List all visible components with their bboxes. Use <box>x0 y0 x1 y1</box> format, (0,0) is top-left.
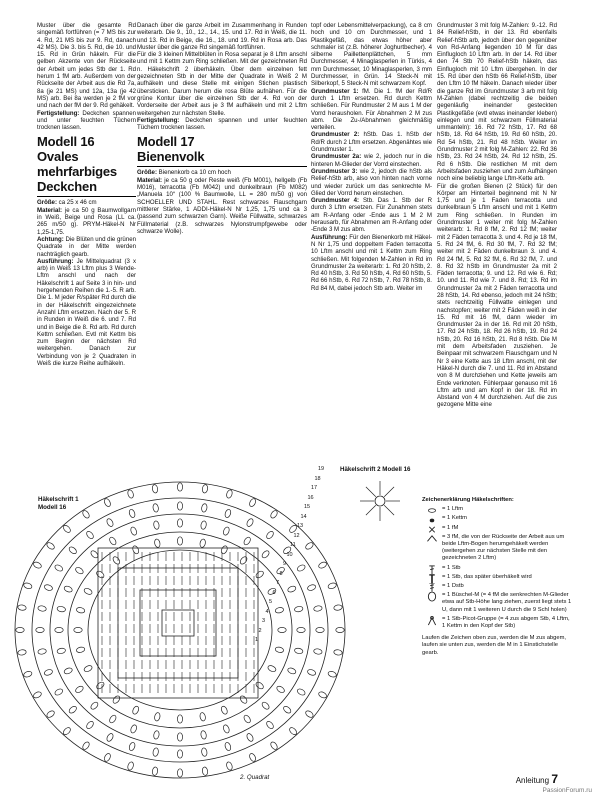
model-16-heading <box>37 134 136 197</box>
cluster-stitch-mark <box>201 748 208 757</box>
legend-item-text: = 1 Kettm <box>442 515 467 522</box>
page-number: 7 <box>551 772 558 786</box>
row-number: 13 <box>297 523 304 529</box>
legend-row <box>422 574 572 581</box>
legend-items <box>422 506 572 630</box>
cluster-stitch-mark <box>313 605 322 612</box>
cluster-stitch-mark <box>132 545 140 555</box>
legend-title: Zeichenerklärung Häkelschriften: <box>422 497 514 503</box>
cluster-stitch-mark <box>282 705 292 714</box>
cluster-stitch-mark <box>287 667 297 675</box>
cluster-stitch-mark <box>226 761 234 771</box>
cluster-stitch-mark <box>63 667 73 675</box>
cluster-stitch-mark <box>81 509 90 519</box>
cluster-stitch-mark <box>16 627 24 632</box>
row-number: 11 <box>290 542 296 548</box>
stitch-symbol-icon <box>424 616 440 626</box>
cluster-stitch-mark <box>103 752 111 762</box>
cluster-stitch-mark <box>275 646 284 653</box>
watermark: PassionForum.ru <box>542 787 592 794</box>
fertig-text-2: Deckchen spannen und unter feuchten Tüchern trocknen lassen. <box>137 116 307 132</box>
hs2-label: Häkelschrift 2 Modell 16 <box>340 466 411 473</box>
crochet-chart-2 <box>355 476 405 526</box>
cluster-stitch-mark <box>226 489 234 499</box>
legend-item-text: = 1 Stb-Picot-Gruppe (= 4 zus abgem Stb, 4 Lftm, 1 Kettm in den Kopf der Stb) <box>442 615 570 630</box>
size-label: Größe: <box>37 199 57 207</box>
cluster-stitch-mark <box>153 520 160 529</box>
cluster-stitch-mark <box>38 605 47 612</box>
cluster-stitch-mark <box>177 502 182 510</box>
ausf-label: Ausführung: <box>37 257 74 265</box>
cluster-stitch-mark <box>336 627 344 632</box>
legend-item-text: = 3 fM, die von der Rückseite der Arbeit aus um beide Lftm-Bogen herumgehäkelt werden (weitergehen zur nächsten Stelle mit den gezeichneten 2 Lftm) <box>442 533 565 562</box>
row-number: 4 <box>265 608 269 615</box>
cluster-stitch-mark <box>152 484 158 493</box>
cluster-stitch-mark <box>316 627 324 632</box>
material-label-2: Material: <box>137 176 163 184</box>
cluster-stitch-mark <box>152 767 158 776</box>
row-number: 5 <box>269 599 273 605</box>
cluster-stitch-mark <box>243 536 252 546</box>
cluster-stitch-mark <box>32 691 42 699</box>
cluster-stitch-mark <box>276 685 286 694</box>
cluster-stitch-mark <box>287 585 297 593</box>
cluster-stitch-mark <box>199 712 206 721</box>
cluster-stitch-mark <box>177 715 182 723</box>
row-number: 12 <box>293 532 300 539</box>
flower-petal-mark <box>384 505 394 515</box>
cluster-stitch-mark <box>74 685 84 694</box>
flower-petal-mark <box>366 487 376 497</box>
cluster-stitch-mark <box>54 688 64 697</box>
g3-label: Grundmuster 3: <box>311 167 358 175</box>
row-number: 3 <box>262 618 266 624</box>
cluster-stitch-mark <box>333 604 342 610</box>
cluster-stitch-mark <box>74 566 84 575</box>
g2-label: Grundmuster 2: <box>311 131 360 139</box>
cluster-stitch-mark <box>106 732 115 742</box>
model-17-heading <box>137 134 307 167</box>
cluster-stitch-mark <box>177 750 182 758</box>
hs1-title <box>38 496 79 511</box>
cluster-stitch-mark <box>57 648 66 655</box>
legend-item-text: = 1 Büschel-M (= 4 fM die senkrechten M-Glieder etwa auf Stb-Höhe lang ziehen, zuerst liegt stets 1 U, dann mit 1 weiteren U durch die 9 Schl holen) <box>442 592 572 613</box>
model-16-subtitle: Ovales mehrfarbiges Deckchen <box>37 149 117 195</box>
cluster-stitch-mark <box>74 627 82 632</box>
cluster-stitch-mark <box>200 730 207 739</box>
cluster-stitch-mark <box>318 691 328 699</box>
g3-text: wie 2, jedoch die hStb als Relief-hStb arb, also von hinten nach vorne und wieder zurück um das senkrechte M-Glied der Vorrd herum einstechen. <box>311 167 432 197</box>
quadrat-label: 2. Quadrat <box>240 774 270 781</box>
col2-intro: Danach über die ganze Arbeit im Zusammenhang in Runden weiterarb. Die 9., 10., 12., 14., 15. und 17. Rd in Weiß, die 11. und 13. Rd in Beige, die 16., 18. und 19. Rd in Rosa arb. Das Muster über die ganze Rd singemäß fortführen. <box>137 22 307 51</box>
cluster-stitch-mark <box>177 519 182 527</box>
legend-row <box>422 525 572 532</box>
legend-item-text: = 1 Stb <box>442 564 461 571</box>
cluster-stitch-mark <box>17 604 26 610</box>
column-4 <box>437 22 557 409</box>
cluster-stitch-mark <box>108 714 117 724</box>
row-number: 14 <box>300 513 307 520</box>
footer-label: Anleitung <box>515 776 550 785</box>
cluster-stitch-mark <box>152 748 159 757</box>
g1-label: Grundmuster 1: <box>311 87 359 95</box>
cluster-stitch-mark <box>222 526 230 536</box>
cluster-stitch-mark <box>201 503 208 512</box>
legend-row <box>422 565 572 572</box>
cluster-stitch-mark <box>81 741 90 751</box>
cluster-stitch-mark <box>318 561 328 569</box>
cluster-stitch-mark <box>224 509 232 519</box>
flower-petal-mark <box>366 505 376 515</box>
cluster-stitch-mark <box>153 730 160 739</box>
col3-text: topf oder Lebensmittelverpackung), ca 8 cm hoch und 10 cm Durchmesser, und 1 Plastikgefäß, das etwas höher aber schmaler ist (z.B. höherer Joghurtbecher). 4 silberne Paillettenplättchen, 5 mm Durchmesser, 4 Minaglasperlen in Türkis, 4 mm Durchmesser, 10 Minaglasperlen, 3 mm Durchmesser, in Grün. 14 Steck-N mit Silberkopf, 5 Steck-N mit schwarzem Kopf. <box>311 22 432 88</box>
legend-item-text: = 1 Stb, das später überhäkelt wird <box>442 573 532 580</box>
cluster-stitch-mark <box>128 742 136 752</box>
cluster-stitch-mark <box>261 701 271 711</box>
fertig-label-2: Fertigstellung: <box>137 116 180 124</box>
g4-text: Stb. Das 1. Stb der R durch 3 Lftm ersetzen. Für Zunahmen stets am R-Anfang oder -Ende aus 1 M 2 M herausarb, für Abnahmen am R-Anfang oder -Ende 3 M zus abm. <box>311 197 432 234</box>
legend-item-text: = 1 Lftm <box>442 506 464 513</box>
cluster-stitch-mark <box>68 546 78 555</box>
legend-item-text: = 1 fM <box>442 524 459 531</box>
column-3 <box>311 22 432 292</box>
cluster-stitch-mark <box>128 509 136 519</box>
cluster-stitch-mark <box>83 587 93 595</box>
cluster-stitch-mark <box>248 752 256 762</box>
cluster-stitch-mark <box>103 498 111 508</box>
legend-row <box>422 583 572 590</box>
cluster-stitch-mark <box>255 681 265 690</box>
cluster-stitch-mark <box>296 688 306 697</box>
cluster-stitch-mark <box>112 695 121 705</box>
material-label: Material: <box>37 206 63 214</box>
cluster-stitch-mark <box>76 607 85 614</box>
row-number: 17 <box>311 485 318 491</box>
cluster-stitch-mark <box>55 627 63 632</box>
cluster-stitch-mark <box>154 539 161 548</box>
cluster-stitch-mark <box>127 489 135 499</box>
cluster-stitch-mark <box>23 670 33 678</box>
cluster-stitch-mark <box>267 664 277 672</box>
cluster-stitch-mark <box>127 761 135 771</box>
model-17-subtitle: Bienenvolk <box>137 149 205 165</box>
cluster-stitch-mark <box>261 549 271 559</box>
ausf-text-3: Für den Bienenkorb mit Häkel-N Nr 1,75 und doppeltem Faden terracotta 10 Lftm anschl und mit 1 Kettm zum Ring schließen. Mit folgenden M-Zahlen in Rd im Grundmuster 2a weiterarb: 1. Rd 20 hStb, 2. Rd 40 hStb, 3. Rd 50 hStb, 4. Rd 60 hStb, 5. Rd 66 hStb, 6. Rd 72 hStb, 7. Rd 78 hStb, 8. Rd 84 M, dabei jedoch Stb arb. Weiter im <box>311 233 432 292</box>
cluster-stitch-mark <box>152 503 159 512</box>
cluster-stitch-mark <box>177 537 182 545</box>
col4-text: Grundmuster 3 mit folg M-Zahlen: 9.-12. Rd 84 Relief-hStb, in der 13. Rd ebenfalls Relief-hStb arb, jedoch über den gegenüber von Rd-Anfang liegenden 10 M für das Einflugloch 10 Lftm arb. In der 14. Rd über den 74 Stb 70 Relief-hStb häkeln, das Einflugloch mit 10 Lftm übergehen. In der 15. Rd über den hStb 66 Relief-hStb, über den Lftm 10 fM häkeln. Danach wieder über die ganze Rd im Grundmuster 3 arb mit folg M-Zahlen (dabei rechtzeitig die beiden gegenläufig ineinander gesteckten Plastikgefäße (evtl etwas ineinander kleben) einlegen und mit schwarzem Füllmaterial ummanteln): 16. Rd 72 hStb, 17. Rd 68 hStb, 18. Rd 64 hStb, 19. Rd 60 hStb, 20. Rd 54 hStb, 21. Rd 48 hStb. Weiter im Grundmuster 2 mit folg M-Zahlen: 22. Rd 36 hStb, 23. Rd 24 hStb, 24. Rd 12 hStb, 25. Rd 6 hStb. Die restlichen M mit dem Arbeitsfaden zusziehen und zum Aufhängen noch eine beliebig lange Lftm-Kette arb. <box>437 22 557 183</box>
cluster-stitch-mark <box>246 518 255 528</box>
cluster-stitch-mark <box>95 681 105 690</box>
cluster-stitch-mark <box>327 670 337 678</box>
cluster-stitch-mark <box>297 627 305 632</box>
column-1 <box>37 22 136 367</box>
cluster-stitch-mark <box>130 526 138 536</box>
legend-row <box>422 592 572 614</box>
hs1-label: Häkelschrift 1 Modell 16 <box>38 496 79 511</box>
cluster-stitch-mark <box>83 664 93 672</box>
legend-item-text: = 1 Dstb <box>442 583 464 590</box>
row-number: 6 <box>272 589 276 596</box>
cluster-stitch-mark <box>248 498 256 508</box>
cluster-stitch-mark <box>200 520 207 529</box>
cluster-stitch-mark <box>32 561 42 569</box>
cluster-stitch-mark <box>220 545 228 555</box>
cluster-stitch-mark <box>154 712 161 721</box>
col2-intro2: Für die 3 kleinen Mittelblüten in Rosa separat je 8 Lftm anschl und mit 1 Kettm zum Ring schließen. Mit der gezeichneten Rd n. Häkelschrift 2 überhäkeln. Über dem einzelnen fett gezeichneten Stb in der Mitte der Quadrate in Weiß 2 M aufhäkeln und diese Stelle mit einigen Stichen plastisch übersticken. Darum herum die rosa Blüte aufnähen. Für die grüne Kontur über die einzelnen Stb der 4. Rd von der Vorderseite der Arbeit aus je 3 fM aufhäkeln und mit 2 Lftm weitergehen zur nächsten Stelle. <box>137 51 307 117</box>
cluster-stitch-mark <box>224 742 232 752</box>
cluster-stitch-mark <box>108 536 117 546</box>
intro-text: Muster über die gesamte Rd singemäß fortführen (= 7 MS bis zur 4. Rd, 21 MS bis zur 9. Rd, danach 42 MS). Die 3. bis 5. Rd, die 10. und 15. Rd in Grün häkeln. Für die gelben Akzente von der Rückseite der Arbeit um jedes Stb der 1. Rd herum 1 fM arb. Außerdem von der Rückseite der Arbeit aus die Rd 7a, 8a (je 21 MS) und 12a, 13a (je 42 MS) arb. Bei 8a werden je 2 fM vor und nach der fM der 9. Rd gehäkelt. <box>37 22 136 110</box>
legend-row <box>422 534 572 563</box>
cluster-stitch-mark <box>220 705 228 715</box>
legend-row <box>422 506 572 513</box>
cluster-stitch-mark <box>85 720 94 730</box>
row-number: 16 <box>307 494 314 501</box>
cluster-stitch-mark <box>76 646 85 653</box>
g2a-text: wie 2, jedoch nur in die hinteren M-Glieder der Vorrd einstechen. <box>311 153 432 168</box>
cluster-stitch-mark <box>278 627 286 632</box>
row-number: 18 <box>314 475 321 482</box>
cluster-stitch-mark <box>177 733 182 741</box>
cluster-stitch-mark <box>132 705 140 715</box>
cluster-stitch-mark <box>296 564 306 573</box>
cluster-stitch-mark <box>265 530 274 540</box>
hs2-title <box>340 466 411 474</box>
fertig-text: Deckchen spannen und unter feuchten Tüchern trocknen lassen. <box>37 109 136 132</box>
g2-text: hStb. Das 1. hStb der Rd/R durch 2 Lftm ersetzen. Abgenähtes wie Grundmuster 1. <box>311 131 432 154</box>
cluster-stitch-mark <box>68 705 78 714</box>
cluster-stitch-mark <box>239 695 248 705</box>
cluster-stitch-mark <box>202 767 208 776</box>
size-text-2: Bienenkorb ca 10 cm hoch <box>156 169 231 177</box>
legend-row <box>422 616 572 630</box>
cluster-stitch-mark <box>85 530 94 540</box>
model-16-title: Modell 16 <box>37 134 95 150</box>
cluster-stitch-mark <box>269 741 278 751</box>
achtung-label: Achtung: <box>37 235 64 243</box>
row-number: 19 <box>318 466 325 472</box>
column-2 <box>137 22 307 235</box>
ausf-text: Je Mittelquadrat (3 x arb) in Weiß 13 Lftm plus 3 Wende-Lftm anschl und nach der Häkelschrift 1 auf Seite 3 in hin- und hergehenden Reihen die 1.-5. R arb. Die 1. M jeder R/später Rd durch die in der Häkelschrift eingezeichnete Anzahl Lftm ersetzen. Nach der 5. R in Runden in Weiß die 6. und 7. Rd und in Beige die 8. Rd arb. Rd durch Kettm schließen. Evtl mit Kettm bis zum Beginn der nächsten Rd weitergehen. Danach zur Verbindung von je 2 Quadraten in Weiß die kurze Reihe aufhäkeln. <box>37 257 136 367</box>
cluster-stitch-mark <box>275 607 284 614</box>
model-17-title: Modell 17 <box>137 134 195 150</box>
row-number: 15 <box>304 504 311 510</box>
cluster-stitch-mark <box>307 584 317 592</box>
cluster-stitch-mark <box>199 539 206 548</box>
cluster-stitch-mark <box>90 701 100 711</box>
cluster-stitch-mark <box>38 648 47 655</box>
legend <box>422 497 572 657</box>
cluster-stitch-mark <box>307 669 317 677</box>
size-text: ca 25 x 46 cm <box>56 199 97 207</box>
cluster-stitch-mark <box>202 484 208 493</box>
ausf-label-3: Ausführung: <box>311 233 348 241</box>
g4-label: Grundmuster 4: <box>311 197 359 205</box>
cluster-stitch-mark <box>333 649 342 655</box>
cluster-stitch-mark <box>44 669 54 677</box>
cluster-stitch-mark <box>222 724 230 734</box>
cluster-stitch-mark <box>265 720 274 730</box>
flower-petal-mark <box>384 487 394 497</box>
legend-row <box>422 515 572 522</box>
cluster-stitch-mark <box>246 732 255 742</box>
row-number: 1 <box>255 637 259 643</box>
cluster-stitch-mark <box>177 483 182 491</box>
row-number: 7 <box>276 580 280 586</box>
cluster-stitch-mark <box>36 627 44 632</box>
achtung-text: Die Blüten und die grünen Quadrate in der Mitte werden nachträglich gearb. <box>37 235 136 258</box>
cluster-stitch-mark <box>54 564 64 573</box>
legend-note: Laufen die Zeichen oben zus, werden die M zus abgem, laufen sie unten zus, werden die M in 1 Einstichstelle gearb. <box>422 635 567 656</box>
cluster-stitch-mark <box>239 555 248 565</box>
row-number: 9 <box>283 561 287 567</box>
quadrat-title <box>240 774 269 782</box>
cluster-stitch-mark <box>95 570 105 579</box>
cluster-stitch-mark <box>112 555 121 565</box>
col4-p2: Für die großen Bienen (2 Stück) für den Körper am Hinterteil beginnend mit N Nr 1,75 und je 1 Faden terracotta und dunkelbraun 5 Lftm anschl und mit 1 Kettm zum Ring schließen. In Runden im Grundmuster 1 weiter mit folg M-Zahlen weiterarb: 1. Rd 8 fM, 2. Rd 12 fM; weiter mit 2 Fäden terracotta 3. und 4. Rd je 18 fM, 5. Rd 24 fM, 6. Rd 30 fM, 7. Rd 32 fM; weiter mit 2 Fäden dunkelbraun 3. und 4. Rd 24 fM, 5. Rd 32 fM, 6. Rd 32 fM, 7. und 8. Rd 32 hStb im Grundmuster 2a mit 2 Fäden terracotta; 9. und 12. Rd wie 6. Rd; 10. und 11. Rd wie 7. und 8. Rd; 13. Rd im Grundmuster 2a mit 2 Fäden terracotta und 28 hStb, 14. Rd ebenso, jedoch mit 24 hStb; stets rechtzeitig Füllwatte einlegen und nachstopfen; weiter mit 2 Fäden weiß in der 15. Rd mit 16 fM, dann wieder im Grundmuster 2a in der 16. Rd mit 20 hStb, 17. Rd 24 hStb, 18. Rd 26 hStb, 19. Rd 24 hStb, 20. Rd 16 hStb, 21. Rd 8 hStb. Die M mit dem Arbeitsfaden zusziehen. Je Beinpaar mit schwarzem Flauschgarn und N Nr 3 eine Kette aus 18 Lftm anschl, mit der Häkel-N durch die 7. und 11. Rd im Abstand von 8 M durchziehen und Kette jeweils am Ende verknoten. Fühlerpaar genauso mit 16 Lftm arb und am Kopf in der 18. Rd im Abstand von 4 M durchziehen. Auf die zus gezogene Mitte eine <box>437 182 557 409</box>
material-text: je ca 50 g Baumwollgarn in Weiß, Beige und Rosa (LL ca. 265 m/50 g). PRYM-Häkel-N Nr 1,25-1,75. <box>37 206 136 236</box>
cluster-stitch-mark <box>294 606 303 613</box>
cluster-stitch-mark <box>177 769 182 777</box>
fertig-label: Fertigstellung: <box>37 109 80 117</box>
stitch-symbol-icon <box>424 592 440 602</box>
row-number: 10 <box>286 551 293 558</box>
stitch-symbol-icon <box>424 534 440 544</box>
cluster-stitch-mark <box>106 518 115 528</box>
cluster-stitch-mark <box>243 714 252 724</box>
cluster-stitch-mark <box>255 570 265 579</box>
g1-text: fM. Die 1. fM der Rd/R durch 1 Lftm ersetzen. Rd durch Kettm schließen. Für Rundmuster 2 M aus 1 M der Vorrd herausholen. Für Abnahmen 2 M zus abm. Die Zu-/Abnahmen gleichmäßig verteilen. <box>311 87 432 132</box>
material-text-2: je ca 50 g oder Reste weiß (Fb M001), hellgelb (Fb M016), terracotta (Fb M042) und dunkelbraun (Fb M082) „Manuela 10“ (100 % Baumwolle, LL = 280 m/50 g) von SCHOELLER UND STAHL. Rest schwarzes Flauschgarn mittlerer Stärke, 1 ADDI-Häkel-N Nr 1,25, 1,75 und ca 3 (passend zum schwarzen Garn). Weiße Füllwatte, schwarzes Füllmaterial (z.B. schwarzes Nylonstrumpfgewebe oder schwarze Wolle). <box>137 176 307 235</box>
cluster-stitch-mark <box>327 582 337 590</box>
cluster-stitch-mark <box>63 585 73 593</box>
cluster-stitch-mark <box>313 648 322 655</box>
cluster-stitch-mark <box>57 606 66 613</box>
cluster-stitch-mark <box>23 582 33 590</box>
cluster-stitch-mark <box>17 649 26 655</box>
cluster-stitch-mark <box>130 724 138 734</box>
cluster-stitch-mark <box>44 584 54 592</box>
cluster-stitch-mark <box>269 509 278 519</box>
cluster-stitch-mark <box>294 648 303 655</box>
size-label-2: Größe: <box>137 169 157 177</box>
row-number: 2 <box>258 627 262 634</box>
row-number: 8 <box>279 570 283 577</box>
g2a-label: Grundmuster 2a: <box>311 153 362 161</box>
page-footer <box>516 772 558 786</box>
